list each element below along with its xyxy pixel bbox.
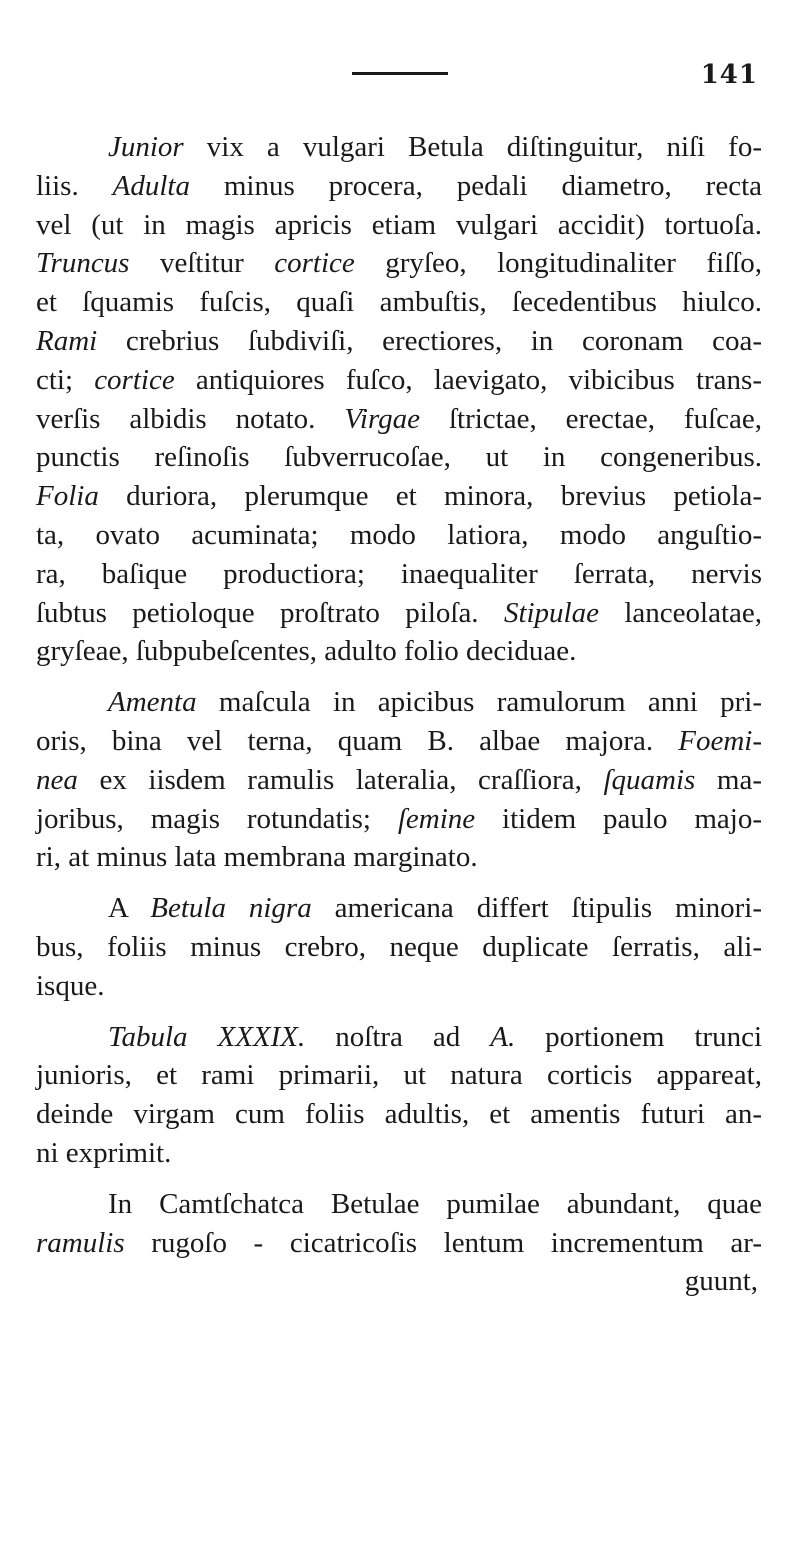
text-run: cti; [36,363,95,396]
italic-term: Junior [108,131,184,163]
text-line [36,1134,762,1173]
italic-term: Truncus [36,247,130,280]
text-line [36,167,762,206]
paragraph [36,1018,762,1173]
text-line [36,928,762,967]
paragraph [36,683,762,877]
text-line [36,206,762,245]
italic-term: Adulta [112,169,190,202]
text-line [36,967,762,1006]
text-run: ma- [695,763,762,796]
text-run: crebrius ſubdiviſi, erectiores, in coronam coa- [97,324,762,357]
text-line [36,128,762,167]
text-line [36,400,762,439]
italic-term: A. [490,1020,516,1053]
text-line [36,555,762,594]
body-text [36,128,762,1301]
text-run: minus procera, pedali diametro, recta [189,169,762,202]
text-run: deinde virgam cum foliis adultis, et amentis futuri an- [36,1098,762,1131]
text-run: rugoſo - cicatricoſis lentum incrementum ar- [124,1226,762,1259]
paragraph [36,1185,762,1263]
text-line [36,683,762,722]
italic-term: Virgae [344,402,421,435]
text-line [36,800,762,839]
text-run: liis. [36,169,113,202]
text-line [36,477,762,516]
text-run: lanceolatae, [598,596,763,629]
text-run: isque. [36,969,105,1002]
text-line [36,1095,762,1134]
italic-term: Stipulae [503,596,599,629]
text-run: In Camtſchatca Betulae pumilae abundant, quae [108,1187,762,1220]
text-line [36,438,762,477]
text-line [36,722,762,761]
text-line [36,1018,762,1057]
text-run: noſtra ad [305,1020,491,1053]
text-run: americana differt ſtipulis minori- [311,892,763,925]
text-run: gryſeae, ſubpubeſcentes, adulto folio deciduae. [36,635,577,668]
text-run: veſtitur [129,247,275,280]
text-line [36,283,762,322]
text-run: ex iisdem ramulis lateralia, craſſiora, [77,763,604,796]
text-run: et ſquamis fuſcis, quaſi ambuſtis, ſecedentibus hiulco. [36,286,762,319]
text-run: ſtrictae, erectae, fuſcae, [420,402,763,435]
text-run: vix a vulgari Betula diſtinguitur, niſi fo- [183,131,762,163]
italic-term: Tabula XXXIX. [108,1020,306,1053]
text-line [36,594,762,633]
text-run: junioris, et rami primarii, ut natura corticis appareat, [36,1059,762,1092]
paragraph [36,889,762,1005]
text-line [36,889,762,928]
text-line [36,1056,762,1095]
text-run: itidem paulo majo- [475,802,763,835]
text-run: ri, at minus lata membrana marginato. [36,841,478,874]
italic-term: Rami [36,324,98,357]
italic-term: Amenta [108,686,197,719]
text-run: verſis albidis notato. [36,402,345,435]
text-run: ta, ovato acuminata; modo latiora, modo anguſtio- [36,518,762,551]
text-run: oris, bina vel terna, quam B. albae majora. [36,724,679,757]
text-run: duriora, plerumque et minora, brevius petiola- [98,480,762,513]
text-line [36,632,762,671]
text-line [36,838,762,877]
italic-term: nea [36,763,78,796]
italic-term: Foemi- [678,724,762,757]
catchword: guunt, [684,1265,758,1298]
italic-term: cortice [94,363,175,396]
italic-term: ramulis [36,1226,125,1259]
text-run: bus, foliis minus crebro, neque duplicate ſerratis, ali- [36,930,762,963]
text-run: ni exprimit. [36,1136,172,1169]
text-line [36,1185,762,1224]
text-run: antiquiores fuſco, laevigato, vibicibus trans- [174,363,762,396]
text-run: gryſeo, longitudinaliter fiſſo, [354,247,762,280]
text-run: vel (ut in magis apricis etiam vulgari accidit) tortuoſa. [36,208,762,241]
paragraph [36,128,762,671]
text-run: A [108,892,151,925]
italic-term: cortice [274,247,355,280]
text-line [36,761,762,800]
text-line [36,361,762,400]
italic-term: ſquamis [603,763,696,796]
page-number: 141 [700,60,758,90]
text-run: ra, baſique productiora; inaequaliter ſerrata, nervis [36,557,762,590]
text-run: joribus, magis rotundatis; [36,802,398,835]
text-line [36,244,762,283]
italic-term: ſemine [397,802,476,835]
text-line [36,516,762,555]
italic-term: Folia [36,480,99,513]
italic-term: Betula nigra [150,892,312,925]
text-run: portionem trunci [515,1020,763,1053]
header-rule [352,72,448,75]
text-line [36,1224,762,1263]
text-run: ſubtus petioloque proſtrato piloſa. [36,596,504,629]
text-run: punctis reſinoſis ſubverrucoſae, ut in congeneribus. [36,441,762,474]
text-run: maſcula in apicibus ramulorum anni pri- [196,686,762,719]
text-line [36,322,762,361]
